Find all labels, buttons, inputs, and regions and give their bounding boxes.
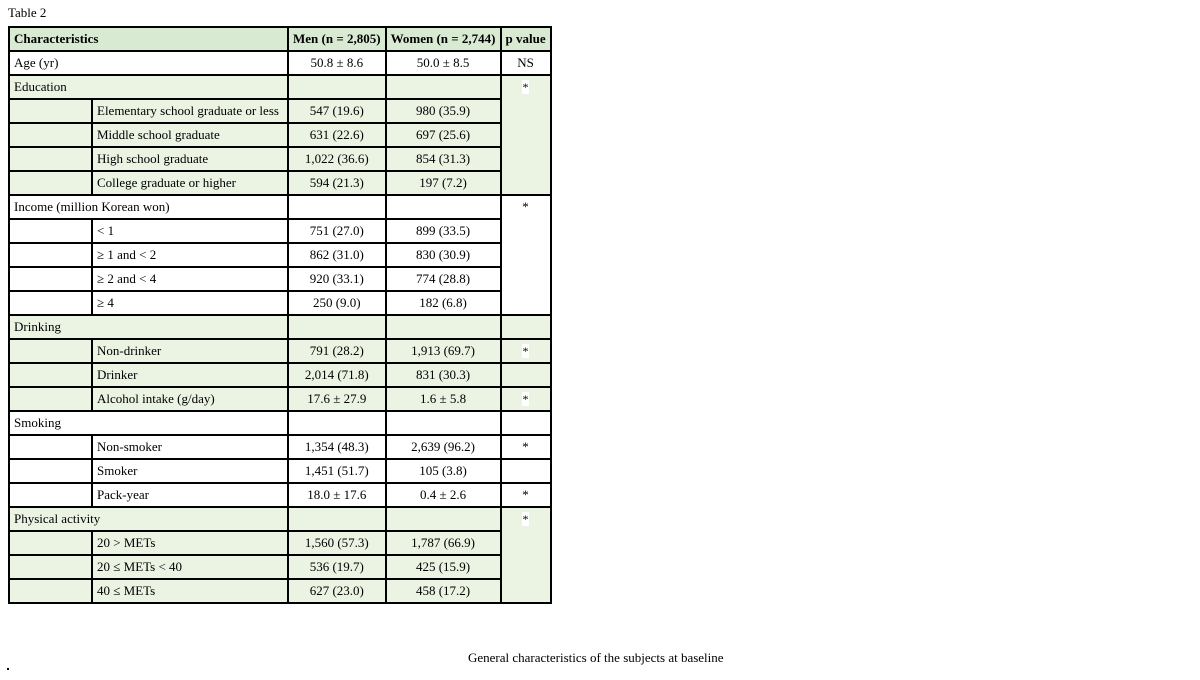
indent-cell — [9, 459, 92, 483]
women-value: 831 (30.3) — [386, 363, 501, 387]
indent-cell — [9, 531, 92, 555]
indent-cell — [9, 171, 92, 195]
row-label: Pack-year — [92, 483, 288, 507]
table-row — [9, 339, 551, 363]
row-label: Alcohol intake (g/day) — [92, 387, 288, 411]
header-men: Men (n = 2,805) — [288, 27, 386, 51]
women-value — [386, 315, 501, 339]
p-value — [501, 483, 551, 507]
header-characteristics: Characteristics — [9, 27, 288, 51]
row-label: Drinker — [92, 363, 288, 387]
indent-cell — [9, 363, 92, 387]
footer-dot — [7, 668, 9, 670]
women-value: 2,639 (96.2) — [386, 435, 501, 459]
indent-cell — [9, 99, 92, 123]
table-row — [9, 123, 551, 147]
women-value: 774 (28.8) — [386, 267, 501, 291]
p-value — [501, 387, 551, 411]
men-value — [288, 195, 386, 219]
table-row — [9, 579, 551, 603]
indent-cell — [9, 147, 92, 171]
women-value: 1,787 (66.9) — [386, 531, 501, 555]
p-value — [501, 75, 551, 195]
row-label: High school graduate — [92, 147, 288, 171]
men-value: 920 (33.1) — [288, 267, 386, 291]
significance-marker: * — [522, 344, 529, 358]
women-value: 1,913 (69.7) — [386, 339, 501, 363]
row-label: Smoker — [92, 459, 288, 483]
men-value — [288, 507, 386, 531]
indent-cell — [9, 555, 92, 579]
table-row — [9, 195, 551, 219]
indent-cell — [9, 243, 92, 267]
table-row — [9, 363, 551, 387]
women-value: 458 (17.2) — [386, 579, 501, 603]
women-value: 50.0 ± 8.5 — [386, 51, 501, 75]
row-label: Age (yr) — [9, 51, 288, 75]
men-value: 17.6 ± 27.9 — [288, 387, 386, 411]
header-row — [9, 27, 551, 51]
section-label: Education — [9, 75, 288, 99]
men-value: 862 (31.0) — [288, 243, 386, 267]
indent-cell — [9, 339, 92, 363]
p-value — [501, 315, 551, 339]
table-row — [9, 555, 551, 579]
header-p-value: p value — [501, 27, 551, 51]
women-value: 182 (6.8) — [386, 291, 501, 315]
women-value — [386, 195, 501, 219]
row-label: ≥ 4 — [92, 291, 288, 315]
women-value: 980 (35.9) — [386, 99, 501, 123]
table-row — [9, 99, 551, 123]
row-label: 40 ≤ METs — [92, 579, 288, 603]
women-value: 105 (3.8) — [386, 459, 501, 483]
men-value — [288, 315, 386, 339]
table-row — [9, 147, 551, 171]
table-row — [9, 459, 551, 483]
men-value: 536 (19.7) — [288, 555, 386, 579]
table-row — [9, 51, 551, 75]
table-row — [9, 171, 551, 195]
men-value: 250 (9.0) — [288, 291, 386, 315]
table-row — [9, 387, 551, 411]
indent-cell — [9, 579, 92, 603]
women-value: 197 (7.2) — [386, 171, 501, 195]
men-value: 627 (23.0) — [288, 579, 386, 603]
table-row — [9, 531, 551, 555]
significance-marker: * — [522, 487, 529, 502]
men-value: 791 (28.2) — [288, 339, 386, 363]
indent-cell — [9, 435, 92, 459]
row-label: ≥ 2 and < 4 — [92, 267, 288, 291]
indent-cell — [9, 219, 92, 243]
table-row — [9, 507, 551, 531]
table-caption: General characteristics of the subjects at baseline — [468, 650, 724, 665]
women-value: 830 (30.9) — [386, 243, 501, 267]
table-row — [9, 291, 551, 315]
row-label: Non-drinker — [92, 339, 288, 363]
table-row — [9, 315, 551, 339]
men-value: 547 (19.6) — [288, 99, 386, 123]
p-value — [501, 339, 551, 363]
row-label: Elementary school graduate or less — [92, 99, 288, 123]
section-label: Smoking — [9, 411, 288, 435]
row-label: ≥ 1 and < 2 — [92, 243, 288, 267]
women-value: 425 (15.9) — [386, 555, 501, 579]
table-row — [9, 483, 551, 507]
table-row — [9, 243, 551, 267]
row-label: 20 ≤ METs < 40 — [92, 555, 288, 579]
men-value: 18.0 ± 17.6 — [288, 483, 386, 507]
men-value — [288, 411, 386, 435]
p-value — [501, 507, 551, 603]
row-label: < 1 — [92, 219, 288, 243]
table-row — [9, 219, 551, 243]
header-women: Women (n = 2,744) — [386, 27, 501, 51]
indent-cell — [9, 291, 92, 315]
indent-cell — [9, 123, 92, 147]
section-label: Physical activity — [9, 507, 288, 531]
women-value: 697 (25.6) — [386, 123, 501, 147]
p-value — [501, 195, 551, 315]
row-label: Non-smoker — [92, 435, 288, 459]
significance-marker: * — [522, 80, 529, 94]
p-value — [501, 411, 551, 435]
table-row — [9, 411, 551, 435]
table-row — [9, 435, 551, 459]
table-row — [9, 75, 551, 99]
men-value: 594 (21.3) — [288, 171, 386, 195]
characteristics-table — [8, 26, 552, 604]
row-label: College graduate or higher — [92, 171, 288, 195]
significance-marker: * — [522, 199, 529, 214]
significance-marker: * — [522, 512, 529, 526]
women-value — [386, 411, 501, 435]
women-value: 899 (33.5) — [386, 219, 501, 243]
men-value: 631 (22.6) — [288, 123, 386, 147]
significance-marker: * — [522, 439, 529, 454]
women-value: 0.4 ± 2.6 — [386, 483, 501, 507]
women-value — [386, 75, 501, 99]
women-value: 854 (31.3) — [386, 147, 501, 171]
row-label: 20 > METs — [92, 531, 288, 555]
row-label: Middle school graduate — [92, 123, 288, 147]
men-value — [288, 75, 386, 99]
section-label: Income (million Korean won) — [9, 195, 288, 219]
table-row — [9, 267, 551, 291]
p-value — [501, 435, 551, 459]
p-value — [501, 363, 551, 387]
p-value — [501, 459, 551, 483]
significance-marker: * — [522, 392, 529, 406]
p-value: NS — [501, 51, 551, 75]
men-value: 1,022 (36.6) — [288, 147, 386, 171]
men-value: 1,354 (48.3) — [288, 435, 386, 459]
women-value — [386, 507, 501, 531]
table-label: Table 2 — [8, 5, 47, 20]
men-value: 751 (27.0) — [288, 219, 386, 243]
women-value: 1.6 ± 5.8 — [386, 387, 501, 411]
section-label: Drinking — [9, 315, 288, 339]
men-value: 2,014 (71.8) — [288, 363, 386, 387]
men-value: 1,451 (51.7) — [288, 459, 386, 483]
men-value: 1,560 (57.3) — [288, 531, 386, 555]
indent-cell — [9, 483, 92, 507]
men-value: 50.8 ± 8.6 — [288, 51, 386, 75]
indent-cell — [9, 387, 92, 411]
indent-cell — [9, 267, 92, 291]
